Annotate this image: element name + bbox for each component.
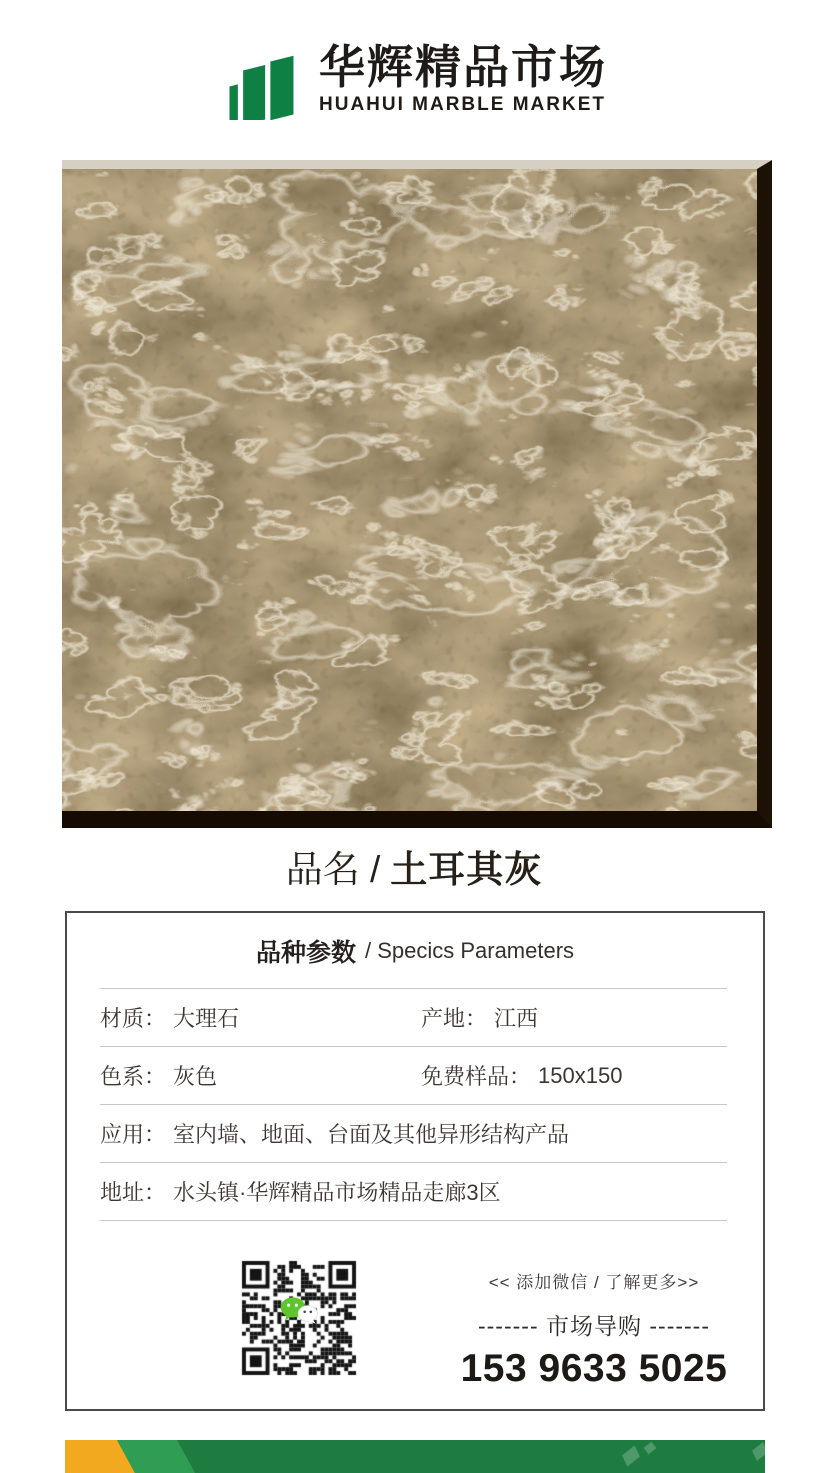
banner-watermark (644, 1442, 657, 1454)
table-row (100, 1046, 727, 1104)
spec-color-family (100, 1060, 421, 1091)
marble-slab-image (62, 160, 772, 828)
spec-card-title (67, 913, 763, 988)
spec-label: 材质： (100, 1006, 167, 1031)
spec-value: 灰色 (173, 1064, 218, 1089)
spec-free-sample (421, 1060, 727, 1091)
product-title (0, 845, 828, 895)
spec-value: 水头镇·华辉精品市场精品走廊3区 (173, 1180, 501, 1205)
table-row (100, 1104, 727, 1162)
spec-label: 产地： (421, 1006, 488, 1031)
spec-value: 大理石 (173, 1006, 240, 1031)
brand-name-zh: 华辉精品市场 (319, 40, 607, 93)
spec-label: 色系： (100, 1064, 167, 1089)
contact-info (419, 1268, 769, 1391)
brand-text (319, 40, 607, 116)
banner-watermark (622, 1446, 640, 1467)
market-guide-label: ------- 市场导购 ------- (477, 1313, 710, 1339)
spec-label: 应用： (100, 1122, 167, 1147)
spec-origin (421, 1002, 727, 1033)
spec-title-en: / Specics Parameters (364, 937, 575, 963)
spec-card (65, 911, 765, 1411)
spec-label: 地址： (100, 1180, 167, 1205)
footer-banner (65, 1440, 765, 1473)
product-name: 土耳其灰 (390, 849, 543, 890)
phone-number: 153 9633 5025 (460, 1347, 728, 1390)
banner-mid-green-stripe (65, 1440, 765, 1473)
wechat-icon (277, 1296, 321, 1324)
spec-value: 150x150 (538, 1062, 623, 1088)
spec-value: 室内墙、地面、台面及其他异形结构产品 (173, 1122, 570, 1147)
banner-watermark (752, 1442, 765, 1461)
spec-application (100, 1118, 569, 1149)
brand-header (0, 34, 828, 125)
wechat-hint: << 添加微信 / 了解更多>> (488, 1273, 700, 1292)
product-label: 品名 / (285, 849, 381, 890)
spec-material (100, 1002, 421, 1033)
wechat-qr-code (237, 1256, 361, 1380)
table-row (100, 1162, 727, 1221)
spec-value: 江西 (494, 1006, 539, 1031)
marble-texture (62, 169, 757, 811)
spec-address (100, 1176, 501, 1207)
spec-table (100, 988, 727, 1221)
brand-name-en: HUAHUI MARBLE MARKET (319, 94, 606, 116)
huahui-logo-icon (221, 34, 303, 125)
table-row (100, 988, 727, 1046)
spec-title-zh: 品种参数 (255, 938, 356, 967)
spec-label: 免费样品： (421, 1064, 532, 1089)
